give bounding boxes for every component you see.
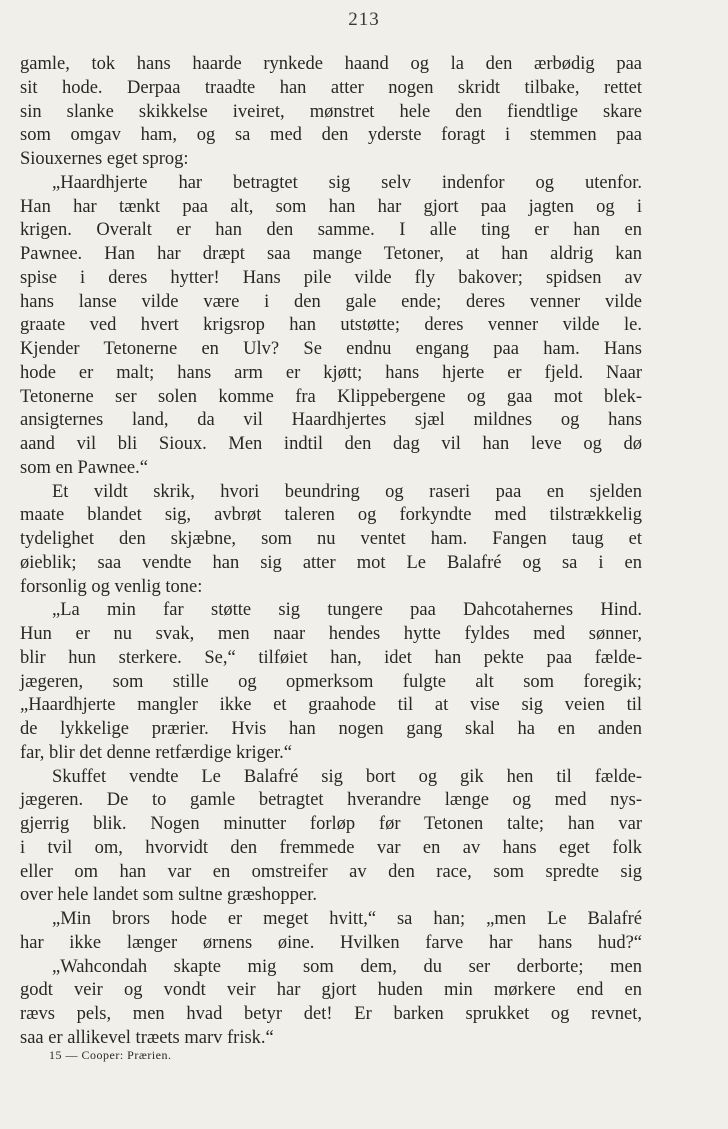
text-line: „La min far støtte sig tungere paa Dahcotahernes Hind. — [52, 600, 642, 621]
page-footer: 15 — Cooper: Prærien. — [49, 1048, 172, 1062]
text-line: maate blandet sig, avbrøt taleren og forkyndte med tilstrækkelig — [20, 505, 642, 526]
text-line: forsonlig og venlig tone: — [20, 576, 203, 597]
text-line: som en Pawnee.“ — [20, 457, 148, 478]
text-line: Han har tænkt paa alt, som han har gjort paa jagten og i — [20, 196, 642, 217]
text-line: Skuffet vendte Le Balafré sig bort og gik hen til fælde- — [52, 766, 642, 787]
text-line: Pawnee. Han har dræpt saa mange Tetoner, at han aldrig kan — [20, 244, 642, 264]
text-line: „Haardhjerte mangler ikke et graahode til at vise sig veien til — [20, 695, 642, 716]
text-line: aand vil bli Sioux. Men indtil den dag vil han leve og dø — [20, 434, 642, 454]
text-line: Siouxernes eget sprog: — [20, 149, 189, 169]
text-line: tydelighet den skjæbne, som nu ventet ham. Fangen taug et — [20, 529, 642, 549]
text-line: over hele landet som sultne græshopper. — [20, 885, 317, 906]
text-line: sin slanke skikkelse iveiret, mønstret hele den fiendtlige skare — [20, 101, 642, 122]
text-line: Et vildt skrik, hvori beundring og raseri paa en sjelden — [52, 481, 642, 502]
text-line: saa er allikevel træets marv frisk.“ — [20, 1027, 274, 1048]
text-line: hode er malt; hans arm er kjøtt; hans hjerte er fjeld. Naar — [20, 362, 642, 383]
text-line: krigen. Overalt er han den samme. I alle ting er han en — [20, 220, 642, 241]
text-line: har ikke længer ørnens øine. Hvilken farve har hans hud?“ — [20, 932, 642, 953]
text-line: Kjender Tetonerne en Ulv? Se endnu engang paa ham. Hans — [20, 339, 642, 359]
text-line: de lykkelige prærier. Hvis han nogen gang skal ha en anden — [20, 719, 642, 739]
text-line: spise i deres hytter! Hans pile vilde fly bakover; spidsen av — [20, 267, 642, 288]
text-line: graate ved hvert krigsrop han utstøtte; deres venner vilde le. — [20, 315, 642, 336]
text-line: i tvil om, hvorvidt den fremmede var en av hans eget folk — [20, 837, 642, 858]
text-line: Hun er nu svak, men naar hendes hytte fyldes med sønner, — [20, 624, 642, 644]
text-line: ansigternes land, da vil Haardhjertes sjæl mildnes og hans — [20, 410, 642, 431]
text-line: „Haardhjerte har betragtet sig selv indenfor og utenfor. — [52, 172, 642, 193]
text-line: hans lanse vilde være i den gale ende; deres venner vilde — [20, 291, 642, 312]
text-line: rævs pels, men hvad betyr det! Er barken sprukket og revnet, — [20, 1004, 642, 1024]
body-text — [20, 53, 642, 1051]
text-line: Tetonerne ser solen komme fra Klippebergene og gaa mot blek- — [20, 386, 642, 407]
page-number: 213 — [348, 9, 380, 30]
text-line: far, blir det denne retfærdige kriger.“ — [20, 742, 293, 763]
text-line: sit hode. Derpaa traadte han atter nogen skridt tilbake, rettet — [20, 77, 642, 98]
text-line: godt veir og vondt veir har gjort huden min mørkere end en — [20, 980, 642, 1001]
text-line: gamle, tok hans haarde rynkede haand og la den ærbødig paa — [20, 54, 642, 74]
text-line: „Wahcondah skapte mig som dem, du ser derborte; men — [52, 956, 642, 977]
text-line: eller om han var en omstreifer av den race, som spredte sig — [20, 861, 642, 882]
text-line: jægeren, som stille og opmerksom fulgte alt som foregik; — [20, 671, 642, 692]
text-line: „Min brors hode er meget hvitt,“ sa han; „men Le Balafré — [52, 909, 642, 929]
text-line: jægeren. De to gamle betragtet hverandre længe og med nys- — [20, 790, 642, 811]
text-line: blir hun sterkere. Se,“ tilføiet han, idet han pekte paa fælde- — [20, 647, 642, 668]
text-line: øieblik; saa vendte han sig atter mot Le Balafré og sa i en — [20, 552, 642, 573]
text-line: gjerrig blik. Nogen minutter forløp før Tetonen talte; han var — [20, 814, 642, 834]
text-line: som omgav ham, og sa med den yderste foragt i stemmen paa — [20, 125, 642, 146]
